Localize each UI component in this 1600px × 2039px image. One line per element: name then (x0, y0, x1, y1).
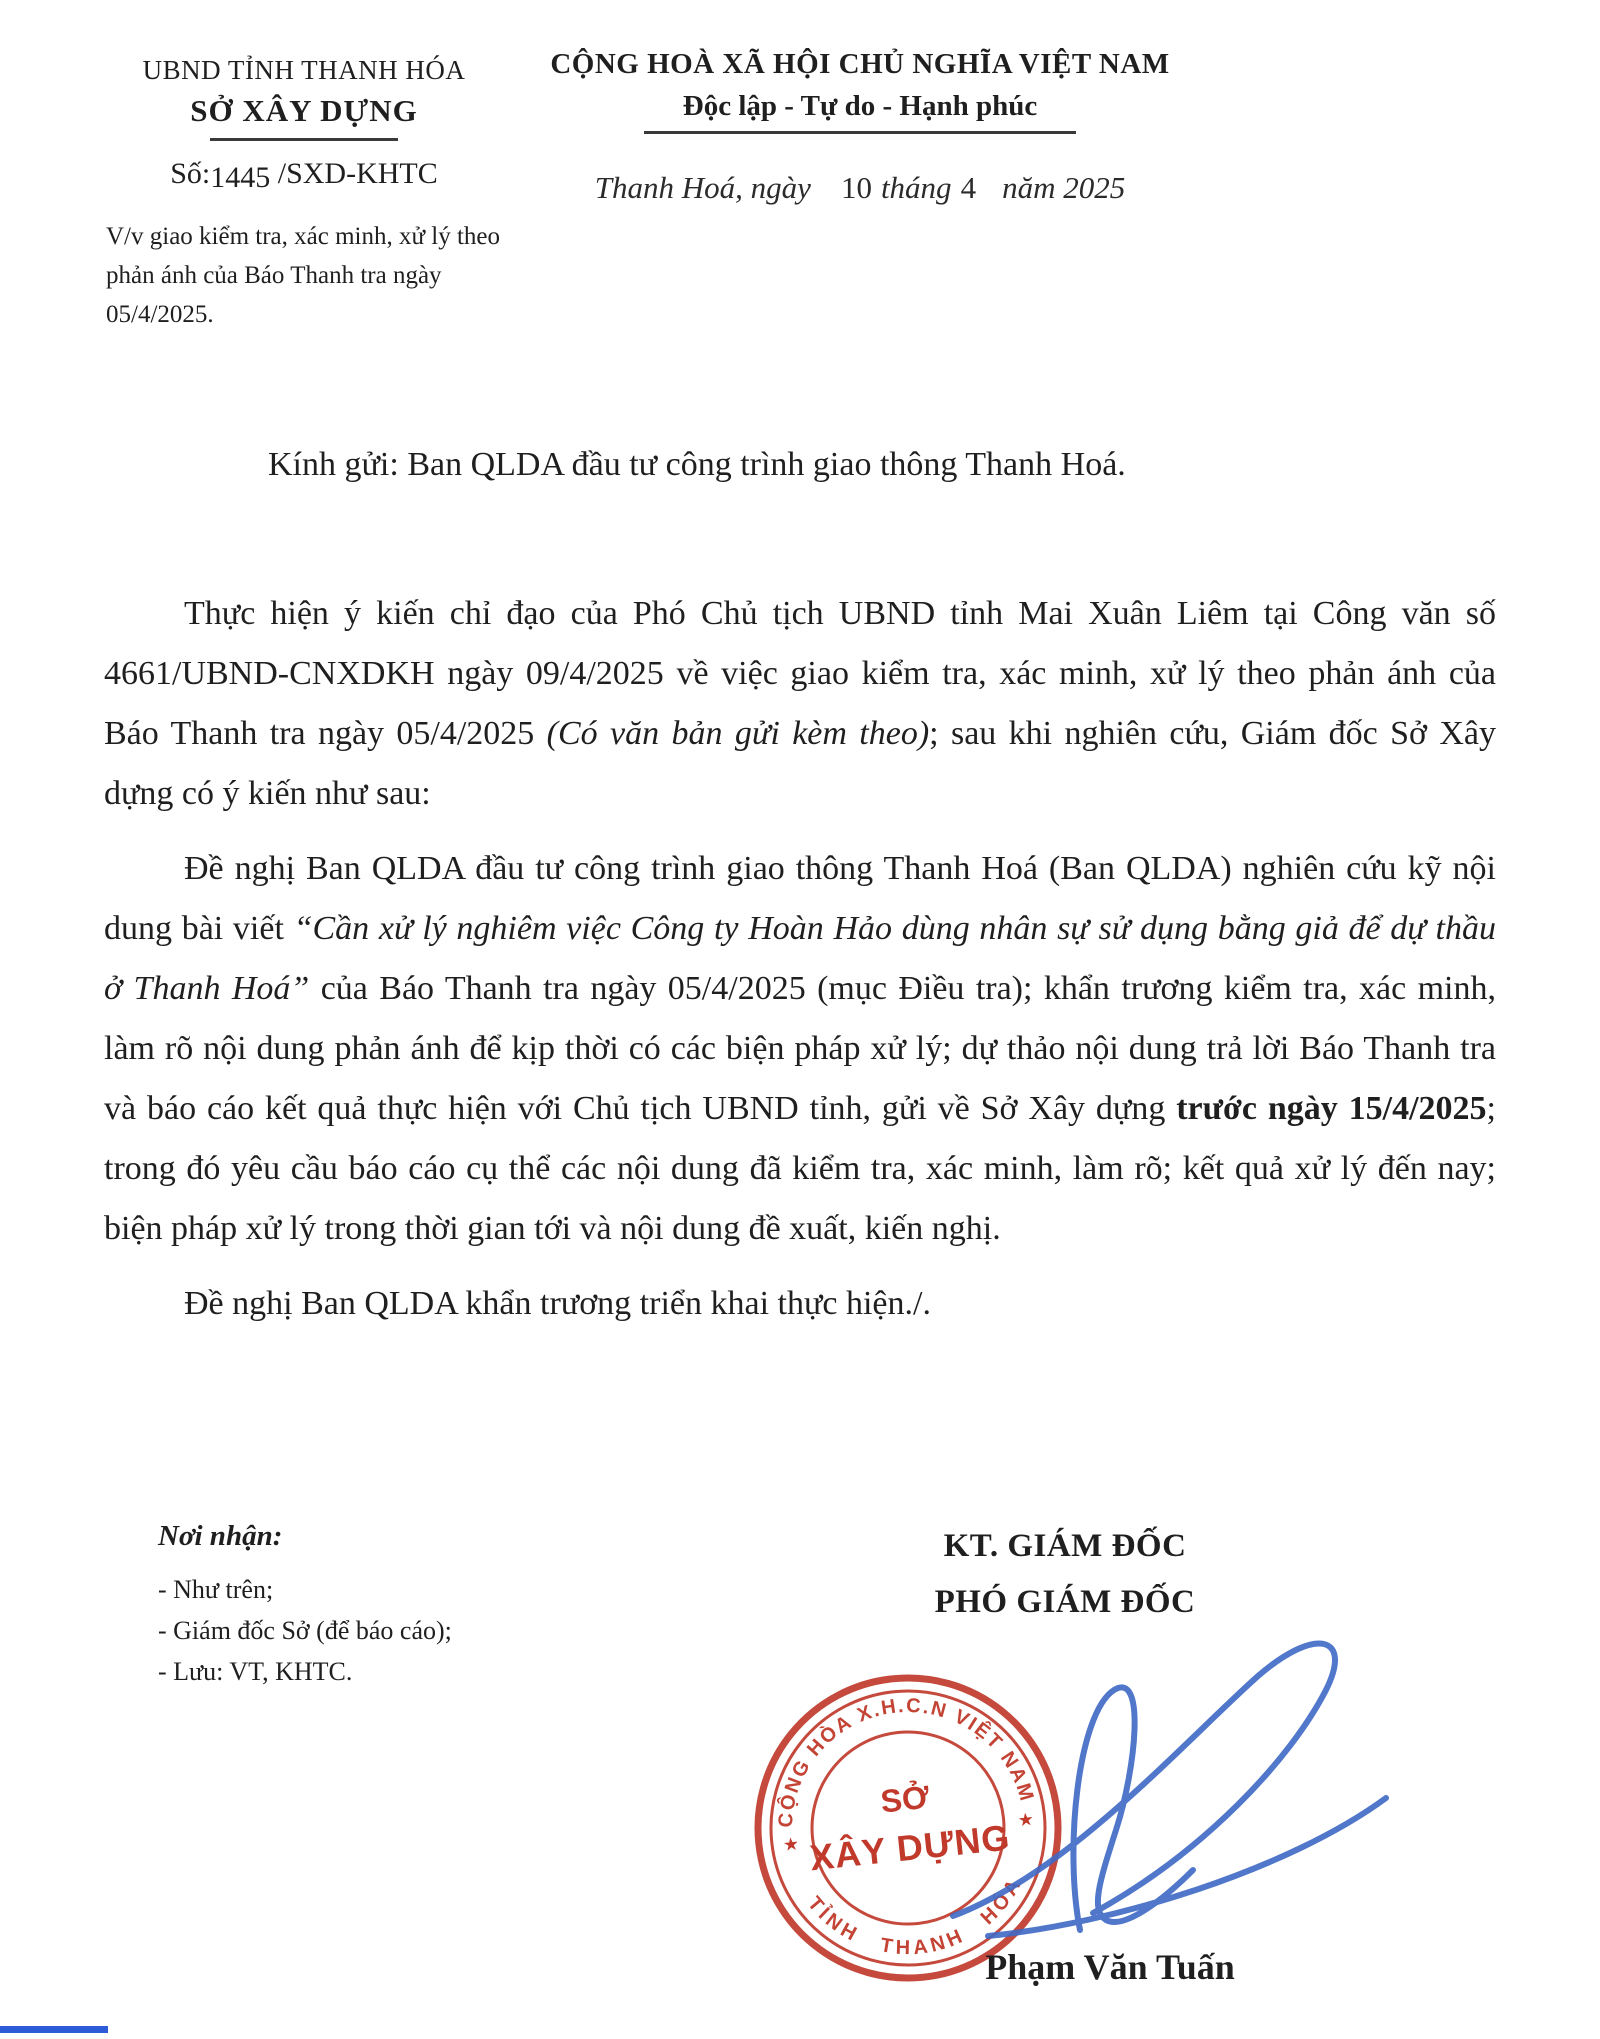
date-day: 10 (840, 170, 872, 205)
stamp-star-right-icon: ★ (1016, 1808, 1035, 1831)
p1-run-2-italic: (Có văn bản gửi kèm theo) (546, 715, 930, 752)
p2-run-1: Đề nghị Ban QLDA đầu tư công trình giao thông Thanh Hoá (Ban QLDA) nghiên cứu kỹ nội dung bài viết (104, 850, 1496, 947)
national-header-block (508, 48, 1212, 206)
signature-icon (928, 1618, 1408, 1953)
paragraph-2 (104, 839, 1496, 1259)
document-number-suffix: /SXD-KHTC (277, 157, 438, 190)
document-number-label: Số: (170, 157, 211, 190)
date-prefix: Thanh Hoá, ngày (594, 170, 811, 205)
paragraph-1 (104, 584, 1496, 824)
stamp-arc-bottom-text: TỈNH THANH HÓA (803, 1872, 1028, 1960)
document-number (96, 157, 512, 194)
document-subject: V/v giao kiểm tra, xác minh, xử lý theo phản ánh của Báo Thanh tra ngày 05/4/2025. (106, 223, 501, 328)
p2-run-4-bold: trước ngày 15/4/2025 (1176, 1090, 1487, 1127)
p2-run-2-italic: “Cần xử lý nghiêm việc Công ty Hoàn Hảo dùng nhân sự sử dụng bằng giả để dự thầu ở Thanh Hoá” (104, 910, 1496, 1007)
p2-run-5: ; trong đó yêu cầu báo cáo cụ thể các nội dung đã kiểm tra, xác minh, làm rõ; kết quả xử lý đến nay; biện pháp xử lý trong thời gian tới và nội dung đề xuất, kiến nghị. (104, 1090, 1496, 1247)
date-month: 4 (960, 170, 977, 205)
paragraph-3: Đề nghị Ban QLDA khẩn trương triển khai thực hiện./. (184, 1285, 931, 1322)
letter-body (104, 584, 1496, 1349)
issuing-agency-block (96, 55, 512, 334)
signer-name: Phạm Văn Tuấn (985, 1947, 1235, 1987)
p1-run-3: ; sau khi nghiên cứu, Giám đốc Sở Xây dựng có ý kiến như sau: (104, 715, 1496, 812)
p2-run-3: của Báo Thanh tra ngày 05/4/2025 (mục Điều tra); khẩn trương kiểm tra, xác minh, làm rõ nội dung phản ánh để kịp thời có các biện pháp xử lý; dự thảo nội dung trả lời Báo Thanh tra và báo cáo kết quả thực hiện với Chủ tịch UBND tỉnh, gửi về Sở Xây dựng (104, 970, 1496, 1127)
scan-artifact-line (0, 2026, 108, 2033)
recipient-item: - Giám đốc Sở (để báo cáo); (158, 1616, 452, 1645)
signer-authority-line1: KT. GIÁM ĐỐC (943, 1528, 1187, 1564)
recipients-list (158, 1569, 452, 1692)
agency-name: SỞ XÂY DỰNG (190, 93, 418, 128)
stamp-star-left-icon: ★ (781, 1833, 801, 1856)
place-date-line (508, 170, 1212, 206)
stamp-center-line1: SỞ (878, 1778, 932, 1820)
recipients-block (158, 1520, 452, 1692)
salutation-line: Kính gửi: Ban QLDA đầu tư công trình giao thông Thanh Hoá. (268, 446, 1126, 483)
stamp-center-line2: XÂY DỰNG (807, 1816, 1013, 1879)
recipient-item: - Lưu: VT, KHTC. (158, 1657, 353, 1686)
document-number-value: 1445 (210, 161, 271, 194)
agency-underline (210, 138, 398, 141)
parent-agency-name: UBND TỈNH THANH HÓA (142, 55, 466, 85)
date-thang: tháng (880, 170, 952, 205)
recipients-title: Nơi nhận: (158, 1520, 283, 1552)
signature-title-block (790, 1518, 1340, 1630)
recipient-item: - Như trên; (158, 1575, 274, 1604)
motto-underline (644, 131, 1076, 134)
national-name: CỘNG HOÀ XÃ HỘI CHỦ NGHĨA VIỆT NAM (550, 48, 1170, 80)
date-year: năm 2025 (1002, 170, 1126, 205)
signer-authority-line2: PHÓ GIÁM ĐỐC (934, 1584, 1196, 1620)
stamp-arc-top-text: CỘNG HÒA X.H.C.N VIỆT NAM (774, 1694, 1039, 1829)
national-motto: Độc lập - Tự do - Hạnh phúc (682, 90, 1038, 122)
p1-run-1: Thực hiện ý kiến chỉ đạo của Phó Chủ tịch UBND tỉnh Mai Xuân Liêm tại Công văn số 4661/UBND-CNXDKH ngày 09/4/2025 về việc giao kiểm tra, xác minh, xử lý theo phản ánh của Báo Thanh tra ngày 05/4/2025 (104, 595, 1496, 752)
